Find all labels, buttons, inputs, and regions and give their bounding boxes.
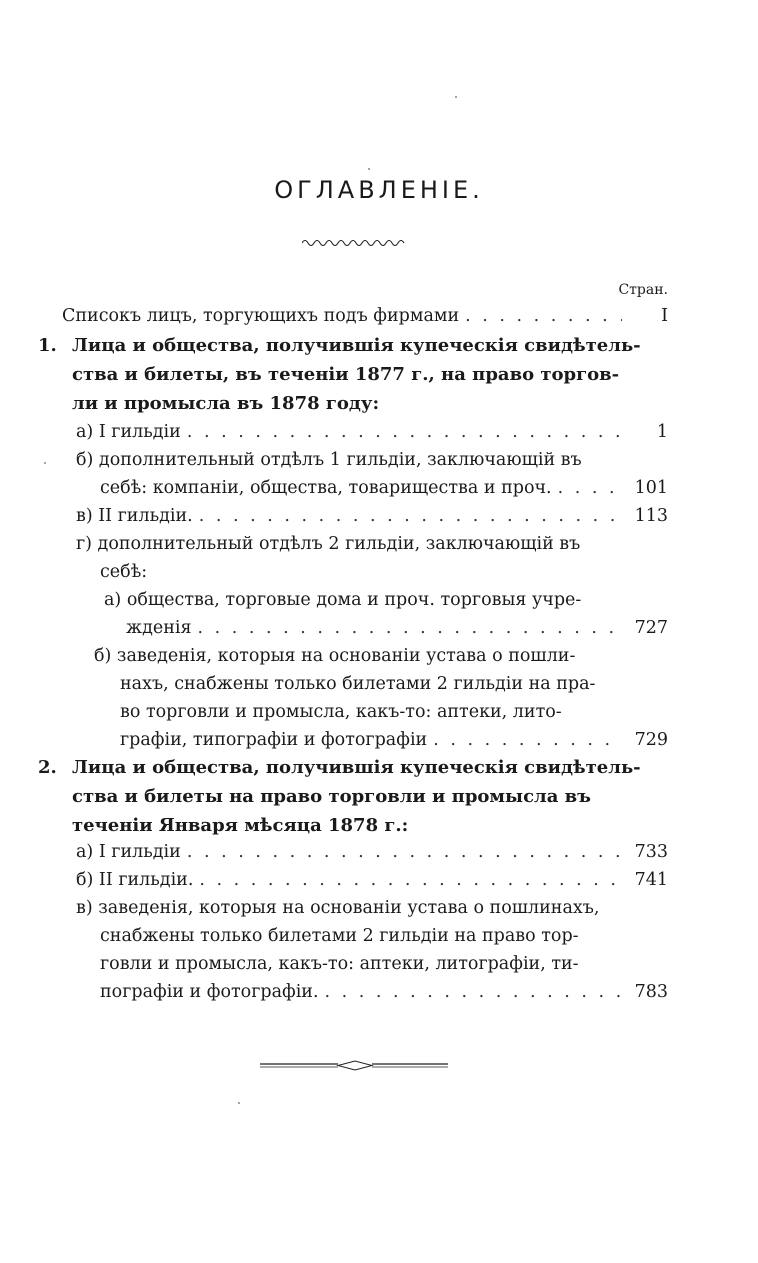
entry-text-line: а) общества, торговые дома и проч. торговыя учре-: [104, 590, 582, 610]
entry-text: себѣ: компаніи, общества, товарищества и проч.: [100, 478, 552, 498]
toc-entry-jan-establishments: [100, 978, 622, 1006]
entry-text: пографіи и фотографіи.: [100, 982, 319, 1002]
entry-text-line: себѣ:: [100, 562, 148, 582]
entry-text-line: б) дополнительный отдѣлъ 1 гильдіи, заключающій въ: [76, 450, 582, 470]
leader-dots: [187, 418, 622, 446]
leader-dots: [198, 614, 622, 642]
section-heading-text: Лица и общества, получившія купеческія свидѣтель-: [72, 757, 641, 778]
section-heading-line: ства и билеты на право торговли и промысла въ: [72, 786, 591, 807]
section-heading-line: ли и промысла въ 1878 году:: [72, 393, 380, 414]
section-heading-line: [38, 332, 641, 360]
paper-speck: [44, 462, 46, 464]
paper-speck: [455, 96, 457, 98]
entry-text: жденія: [126, 618, 192, 638]
entry-text: Списокъ лицъ, торгующихъ подъ фирмами: [62, 306, 460, 326]
entry-text-line: говли и промысла, какъ-то: аптеки, литографіи, ти-: [100, 954, 579, 974]
section-heading-text: Лица и общества, получившія купеческія свидѣтель-: [72, 335, 641, 356]
leader-dots: [465, 302, 622, 330]
leader-dots: [433, 726, 622, 754]
section-heading-line: ства и билеты, въ теченіи 1877 г., на право торгов-: [72, 364, 620, 385]
page-title: ОГЛАВЛЕНІЕ.: [274, 176, 484, 204]
toc-entry-firm-list: [62, 302, 622, 330]
end-ornament-icon: [260, 1058, 450, 1072]
leader-dots: [199, 502, 622, 530]
page-number: 727: [634, 618, 668, 638]
wavy-rule-icon: [302, 238, 406, 248]
page-column-header: Стран.: [618, 282, 668, 298]
leader-dots: [325, 978, 622, 1006]
section-heading-line: теченіи Января мѣсяца 1878 г.:: [72, 815, 409, 836]
page-number: 729: [634, 730, 668, 750]
paper-speck: [368, 168, 370, 170]
toc-entry-jan-guild-1: [76, 838, 622, 866]
section-number: 2.: [38, 757, 57, 778]
page-number: 783: [634, 982, 668, 1002]
leader-dots: [199, 866, 622, 894]
page-number: 733: [634, 842, 668, 862]
toc-entry-guild-1: [76, 418, 622, 446]
leader-dots: [187, 838, 622, 866]
entry-text-line: г) дополнительный отдѣлъ 2 гильдіи, заключающій въ: [76, 534, 581, 554]
entry-text-line: в) заведенія, которыя на основаніи устава о пошлинахъ,: [76, 898, 600, 918]
entry-text-line: во торговли и промысла, какъ-то: аптеки, лито-: [120, 702, 562, 722]
page-number: 1: [656, 422, 668, 442]
entry-text-line: нахъ, снабжены только билетами 2 гильдіи на пра-: [120, 674, 596, 694]
page-number: 113: [634, 506, 668, 526]
page-number: I: [661, 306, 668, 326]
toc-entry-jan-guild-2: [76, 866, 622, 894]
entry-text: б) II гильдіи.: [76, 870, 194, 890]
entry-text-line: б) заведенія, которыя на основаніи устава о пошли-: [94, 646, 576, 666]
toc-entry-trading-houses: [126, 614, 622, 642]
entry-text: а) I гильдіи: [76, 842, 181, 862]
toc-entry-guild-2: [76, 502, 622, 530]
toc-entry-guild-1-supplement: [100, 474, 622, 502]
leader-dots: [558, 474, 622, 502]
entry-text: в) II гильдіи.: [76, 506, 193, 526]
section-heading-line: [38, 754, 641, 782]
entry-text: а) I гильдіи: [76, 422, 181, 442]
page-number: 101: [634, 478, 668, 498]
page-number: 741: [634, 870, 668, 890]
paper-speck: [238, 1102, 240, 1104]
section-number: 1.: [38, 335, 57, 356]
toc-entry-establishments: [120, 726, 622, 754]
entry-text-line: снабжены только билетами 2 гильдіи на право тор-: [100, 926, 579, 946]
entry-text: графіи, типографіи и фотографіи: [120, 730, 428, 750]
